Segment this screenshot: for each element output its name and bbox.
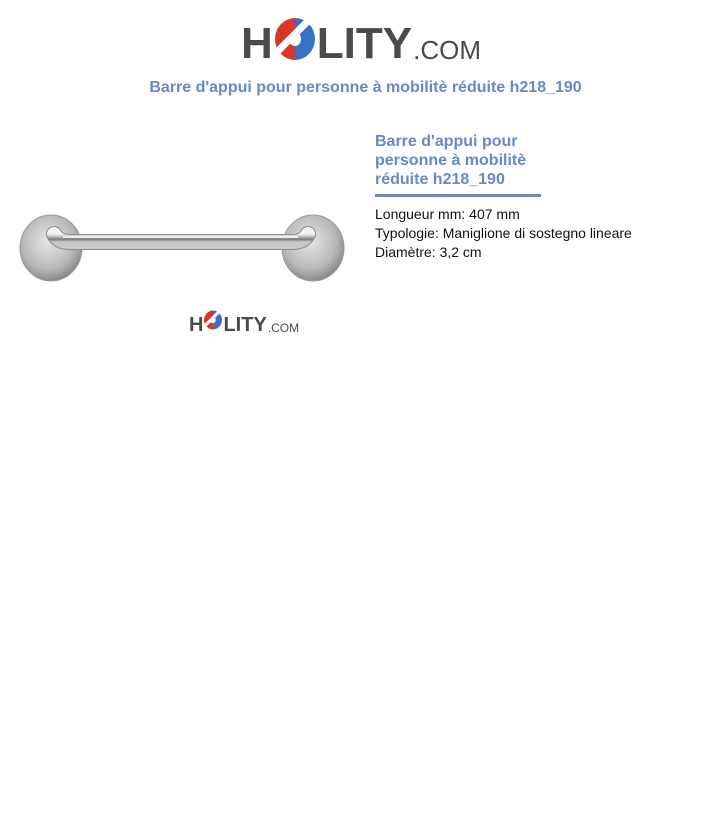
spec-label: Longueur mm [375,206,462,222]
product-title-line: personne à mobilitè [375,152,527,169]
logo-suffix: .COM [413,35,481,65]
product-title-line: Barre d'appui pour [375,133,518,150]
spec-row-length: Longueur mm: 407 mm [375,206,520,222]
spec-label: Diamètre [375,244,432,260]
spec-value: 407 mm [469,206,520,222]
logo-letters-lity: LITY [223,314,267,336]
spec-value: 3,2 cm [439,244,482,260]
logo-letter-h: H [189,314,204,336]
spec-label: Typologie [375,225,435,241]
spec-row-diameter: Diamètre: 3,2 cm [375,244,482,260]
product-title [375,132,545,189]
spec-row-type: Typologie: Maniglione di sostegno lineare [375,225,632,241]
title-divider [375,194,541,197]
brand-logo-small [189,309,299,336]
spec-value: Maniglione di sostegno lineare [442,225,632,241]
page-title: Barre d'appui pour personne à mobilitè réduite h218_190 [149,79,582,96]
product-title-line: réduite h218_190 [375,171,505,188]
product-image [18,210,348,290]
logo-letter-h: H [241,19,273,68]
logo-suffix: .COM [267,321,300,335]
product-specs [375,205,632,262]
brand-logo[interactable] [241,10,481,68]
logo-letters-lity: LITY [316,19,413,68]
logo-o-icon [204,309,222,336]
logo-o-icon [275,15,315,68]
